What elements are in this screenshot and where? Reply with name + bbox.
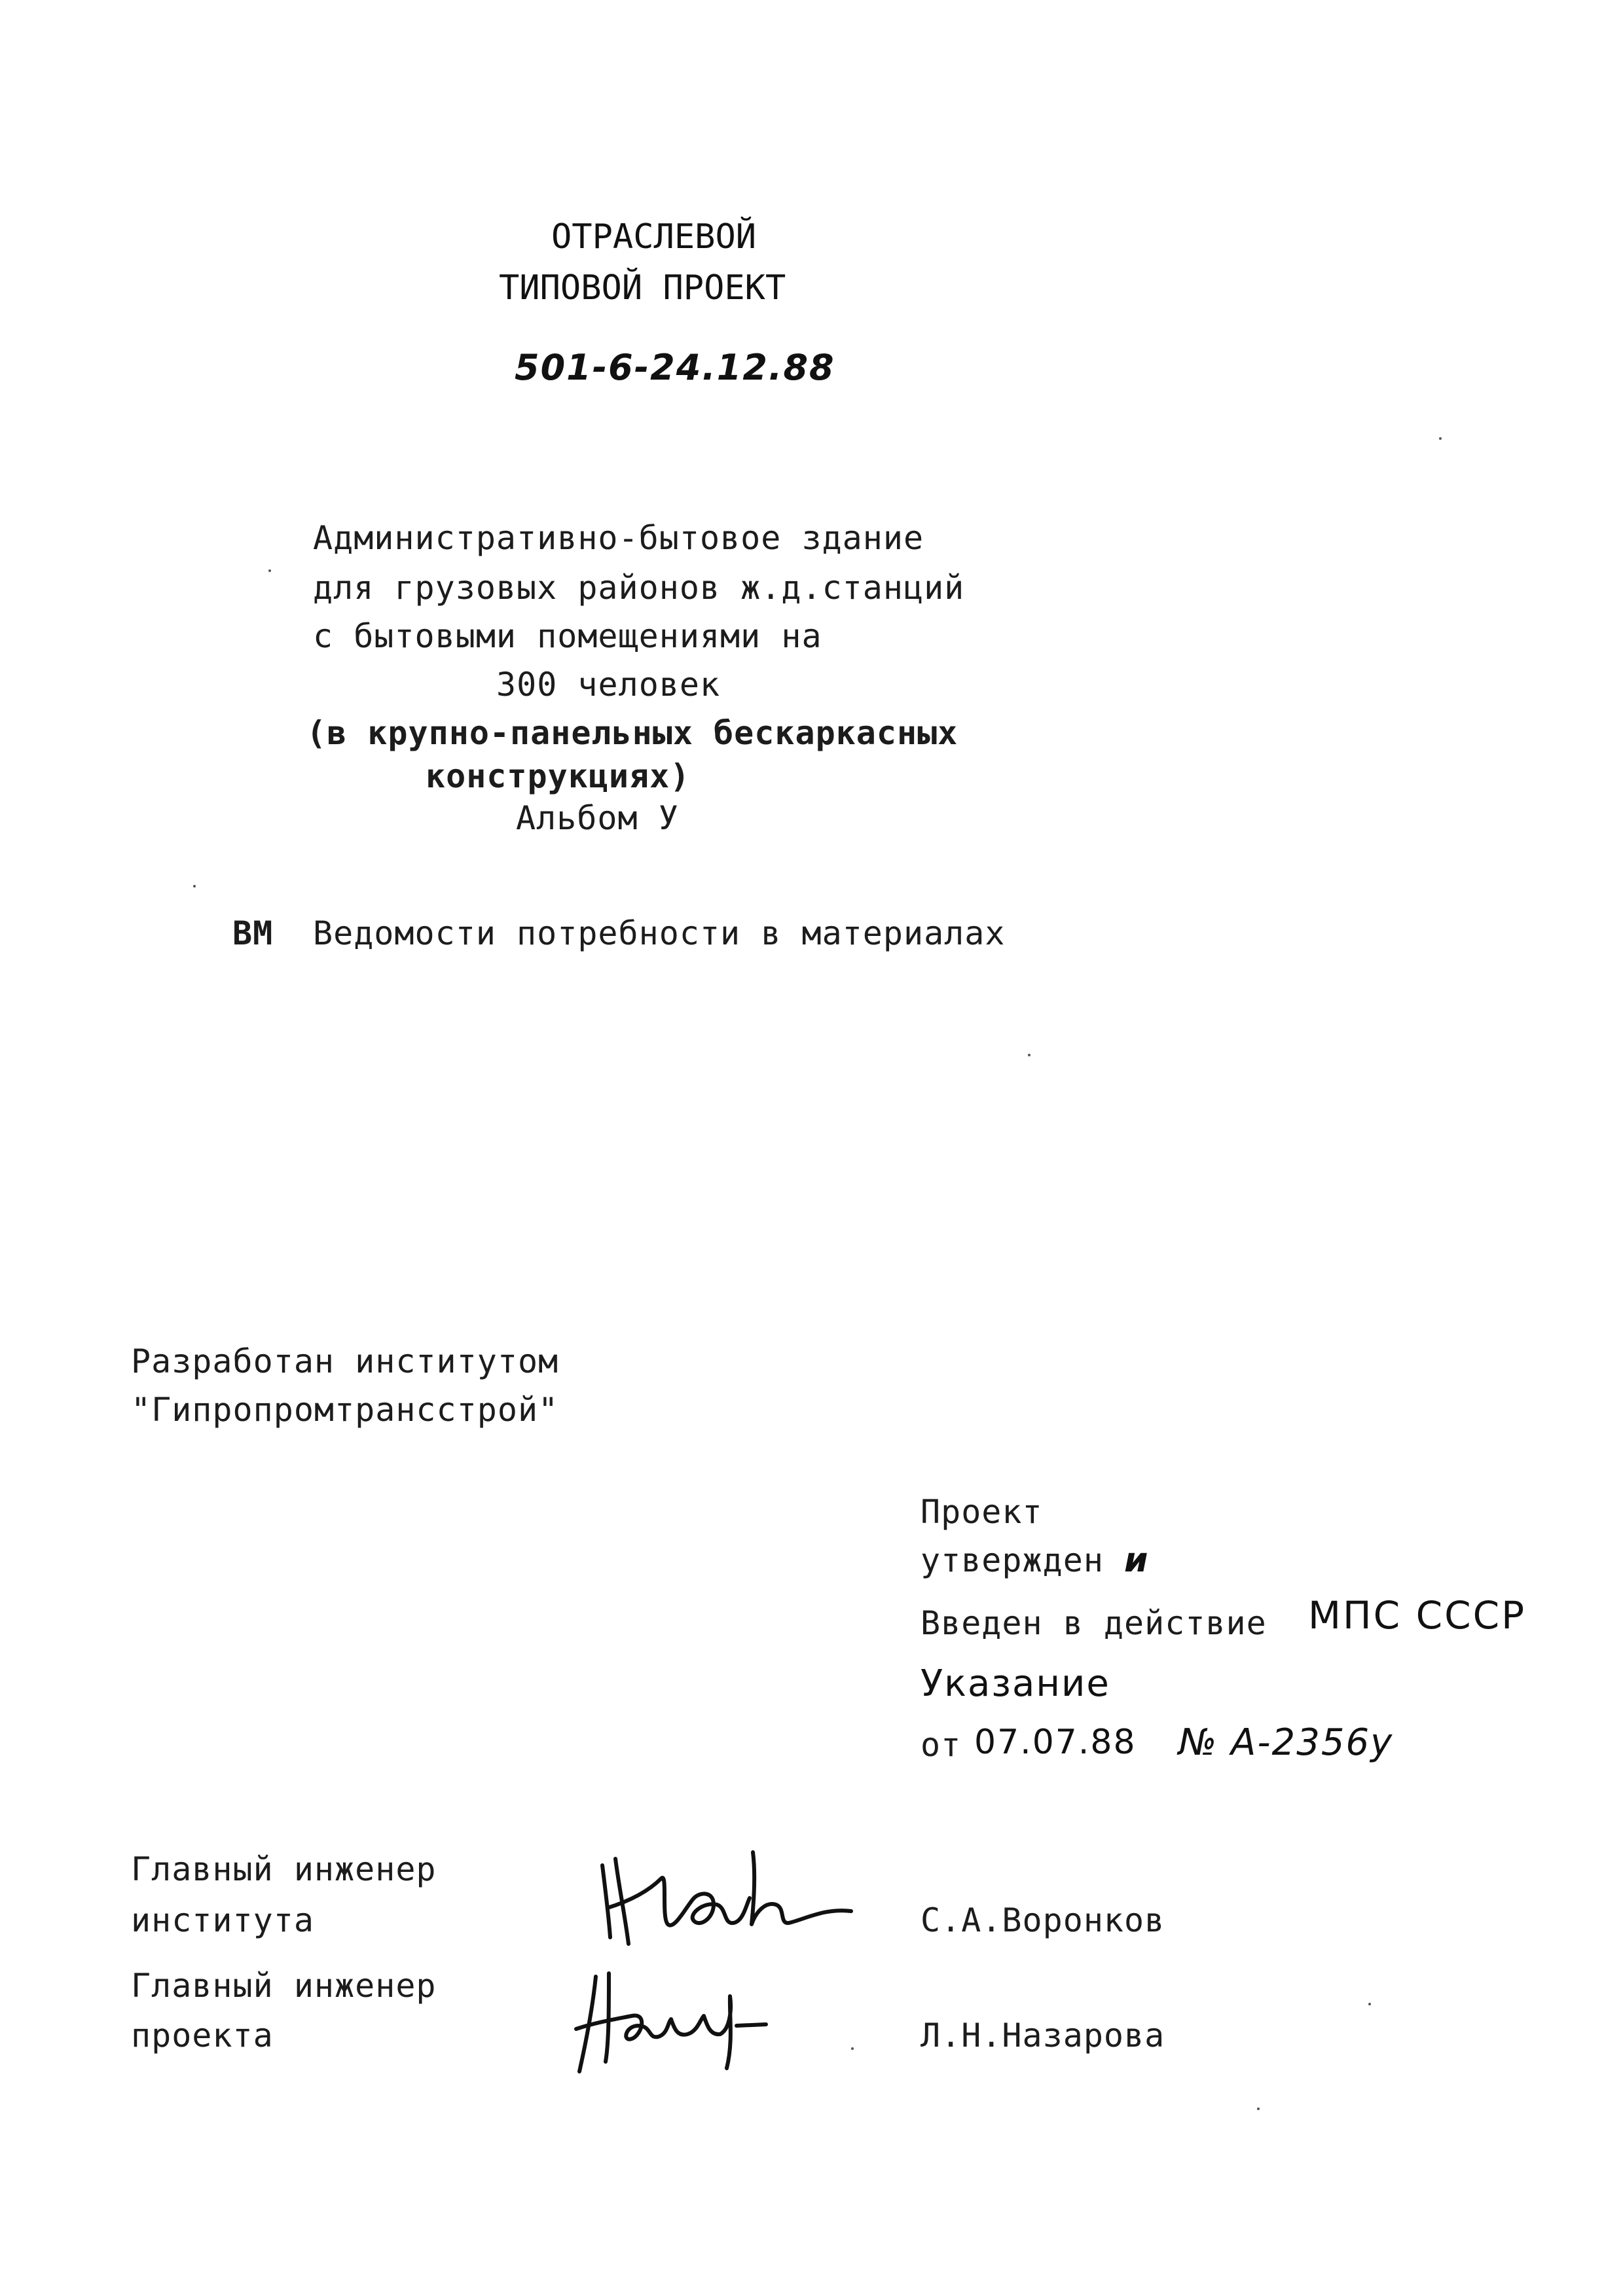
signature-nazarova — [570, 1964, 792, 2081]
developer-line-2: "Гипропромтрансстрой" — [131, 1391, 559, 1429]
chief-engineer-institute-line-1: Главный инженер — [131, 1850, 437, 1888]
approval-line-3-hand: МПС СССР — [1308, 1593, 1527, 1638]
developer-line-1: Разработан институтом — [131, 1342, 559, 1380]
signature-voronkov — [589, 1846, 864, 1950]
chief-engineer-institute-name: С.А.Воронков — [921, 1901, 1165, 1939]
approval-line-2-hand: и — [1124, 1541, 1149, 1580]
scan-speck — [851, 2047, 854, 2050]
description-line-1: Административно-бытовое здание — [313, 519, 924, 557]
chief-engineer-project-line-2: проекта — [131, 2017, 274, 2054]
approval-line-2 — [921, 1537, 1148, 1584]
scan-speck — [1028, 1054, 1030, 1056]
approval-line-3: Введен в действие — [921, 1604, 1267, 1642]
header-line-2: ТИПОВОЙ ПРОЕКТ — [499, 268, 786, 308]
scan-speck — [268, 569, 271, 572]
chief-engineer-project-name: Л.Н.Назарова — [921, 2017, 1165, 2054]
description-line-7: Альбом У — [516, 799, 679, 837]
approval-line-4-hand: Указание — [921, 1662, 1110, 1705]
description-line-2: для грузовых районов ж.д.станций — [313, 569, 965, 607]
approval-line-2-text: утвержден — [921, 1541, 1125, 1579]
project-code: 501-6-24.12.88 — [515, 347, 835, 388]
approval-line-1: Проект — [921, 1493, 1043, 1531]
section-code: ВМ — [232, 914, 274, 952]
scan-speck — [1257, 2108, 1260, 2110]
description-line-3: с бытовыми помещениями на — [313, 617, 822, 655]
chief-engineer-project-line-1: Главный инженер — [131, 1967, 437, 2005]
approval-date-prefix: от — [921, 1726, 962, 1764]
description-line-4: 300 человек — [496, 666, 721, 704]
section-title: Ведомости потребности в материалах — [313, 914, 1006, 952]
description-line-5: (в крупно-панельных бескаркасных — [306, 714, 958, 752]
scan-speck — [193, 885, 196, 888]
header-line-1: ОТРАСЛЕВОЙ — [551, 217, 757, 257]
approval-date-hand: 07.07.88 — [974, 1723, 1137, 1762]
scan-speck — [1368, 2003, 1371, 2005]
chief-engineer-institute-line-2: института — [131, 1901, 314, 1939]
approval-number-hand: № А-2356у — [1178, 1721, 1394, 1764]
scan-speck — [1439, 437, 1442, 440]
description-line-6: конструкциях) — [426, 757, 691, 795]
